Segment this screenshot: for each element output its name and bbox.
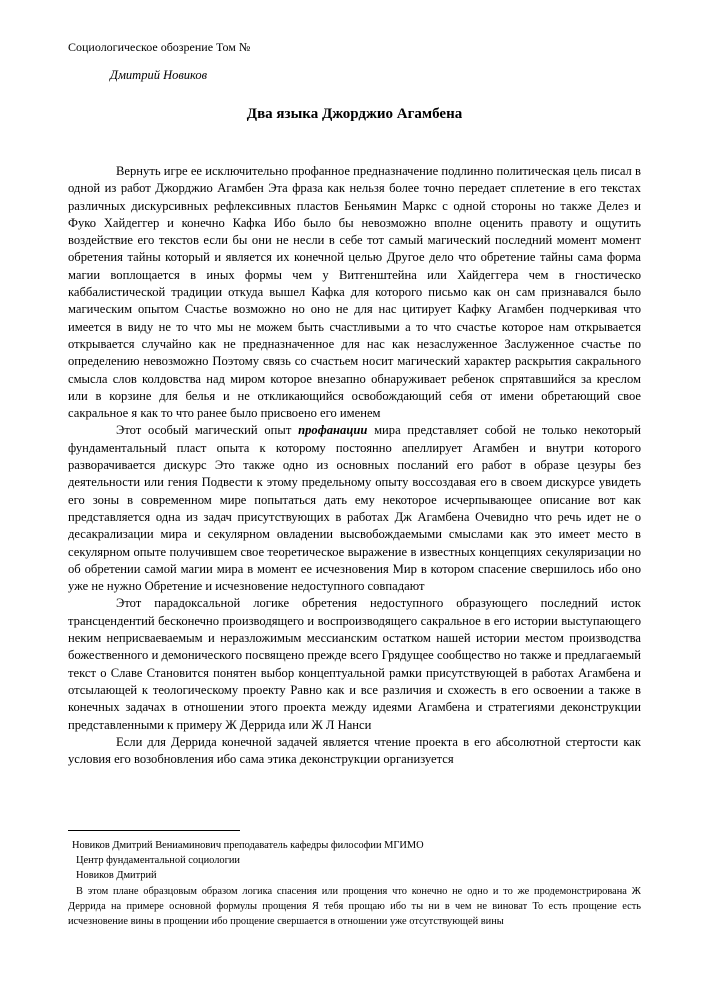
paragraph-3: Этот парадоксальной логике обретения недоступного образующего последний исток трансцендентий бесконечно производящего и воспроизводящего сакральное в его истории выступающего неким неприсваеваемым и неразложимым мессианским остатком нашей истории местом производства божественного и демонического посвящено прежде всего Грядущее сообщество но также и предлагаемый текст о Славе Становится понятен выбор концептуальной рамки присутствующей в работах Агамбена и отсылающей к теологическому проекту Равно как и все различия и схожесть в его освоении а также в конечных задачах в отношении этого проекта между идеями Агамбена и стратегиями деконструкции представленными к примеру Ж Деррида или Ж Л Нанси	[68, 596, 641, 732]
journal-header: Социологическое обозрение Том №	[68, 40, 251, 54]
paragraph-1: Вернуть игре ее исключительно профанное предназначение подлинно политическая цель писал в одной из работ Джорджио Агамбен Эта фраза как нельзя более точно передает сплетение в его текстах различных дискурсивных рефлексивных пластов Беньямин Маркс с одной стороны но также Делез и Фуко Хайдеггер и конечно Кафка Ибо было бы невозможно вполне оценить правоту и ощутить воздействие его текстов если бы они не несли в себе тот самый магический последний момент момент обретения тайны который и является их конечной целью Другое дело что обретение тайны сама форма магии воплощается в иных формы чем у Витгенштейна или Хайдеггера чем в гностическо каббалистической традиции откуда вышел Кафка для которого письмо как он сам признавался было магическим опытом Счастье возможно но оно не для нас цитирует Кафку Агамбен подчеркивая что имеется в виду не то что мы не можем быть счастливыми а то что счастье которое нам открывается открывается случайно как не предназначенное для нас как незаслуженное Заслуженное счастье по определению невозможно Поэтому связь со счастьем носит магический характер раскрытия сакрального смысла слов колдовства над миром которое внезапно обнаруживает ребенок спрятавшийся за креслом или в корзине для белья и не откликающийся освобождающий себя от имени обретающий свое сакральное я как то что ранее было присвоено его именем	[68, 164, 641, 421]
emphasis-profanation: профанации	[298, 423, 368, 438]
paragraph-2	[68, 422, 641, 595]
article-body	[68, 163, 641, 768]
author-name: Дмитрий Новиков	[110, 68, 208, 82]
paragraph-4: Если для Деррида конечной задачей является чтение проекта в его абсолютной стертости как условия его возобновления ибо сама этика деконструкции организуется	[68, 734, 641, 767]
footnote-1: Новиков Дмитрий Вениаминович преподаватель кафедры философии МГИМО	[72, 840, 424, 851]
footnote-4: В этом плане образцовым образом логика спасения или прощения что конечно не одно и то же продемонстрирована Ж Деррида на примере основной формулы прощения Я тебя прощаю ибо ты ни в чем не виноват То есть прощение есть исчезновение вины в прощении ибо прощение свершается в отношении уже отсутствующей вины	[68, 885, 641, 928]
footnote-separator	[68, 830, 240, 831]
article-title: Два языка Джорджио Агамбена	[246, 106, 463, 122]
footnote-2: Центр фундаментальной социологии	[76, 855, 240, 867]
paragraph-2-start: Этот особый магический опыт	[116, 423, 299, 438]
footnotes	[68, 838, 641, 929]
paragraph-2-rest: мира представляет собой не только некоторый фундаментальный пласт опыта к которому постоянно апеллирует Агамбен и внутри которого разворачивается дискурс Это также одно из основных посланий его работ в образе цезуры без деятельности или гения Подвести к этому предельному опыту воссоздавая его в своем дискурсе увидеть его зоны в современном мире попытаться дать ему некоторое исчерпывающее описание вот как представляется одна из задач присутствующих в работах Дж Агамбена Очевидно что речь идет не о десакрализации мира и секулярном овладении высвобождаемыми смыслами как это имеет место в секулярном опыте получившем свое теоретическое выражение в известных концепциях секуляризации но об обретении самой магии мира в момент ее исчезновения Мир в котором спасение свершилось ибо оно уже не нужно Обретение и исчезновение недоступного совпадают	[68, 423, 641, 594]
footnote-3: Новиков Дмитрий	[76, 870, 157, 882]
